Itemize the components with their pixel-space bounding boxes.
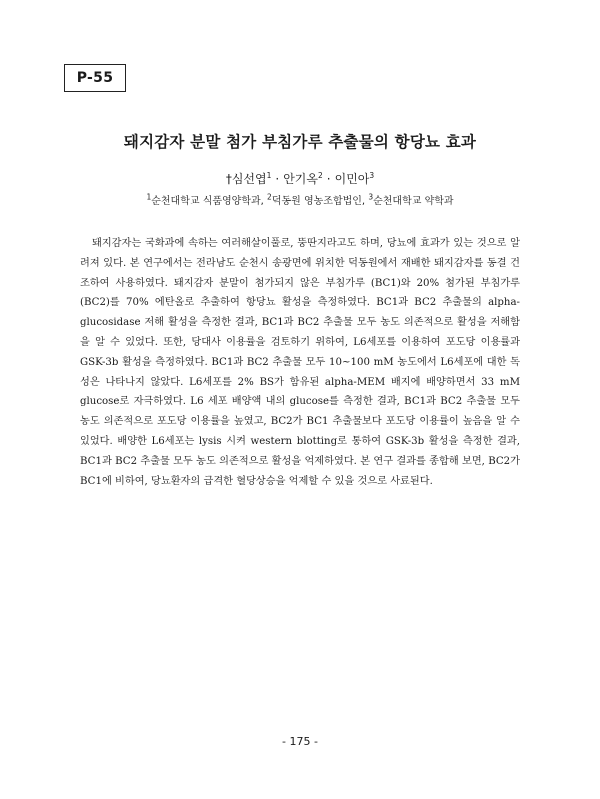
affiliation-line (0, 192, 600, 207)
abstract-body: 돼지감자는 국화과에 속하는 여러해살이풀로, 뚱딴지라고도 하며, 당뇨에 효과가 있는 것으로 알려져 있다. 본 연구에서는 전라남도 순천시 송광면에 위치한 덕동원에서 재배한 돼지감자를 동결 건조하여 사용하였다. 돼지감자 분말이 첨가되지 않은 부침가루 (BC1)와 20% 첨가된 부침가루(BC2)를 70% 에탄올로 추출하여 항당뇨 활성을 측정하였다. BC1과 BC2 추출물의 alpha-glucosidase 저해 활성을 측정한 결과, BC1과 BC2 추출물 모두 농도 의존적으로 활성을 저해함을 알 수 있었다. 또한, 당대사 이용률을 검토하기 위하여, L6세포를 이용하여 포도당 이용률과 GSK-3b 활성을 측정하였다. BC1과 BC2 추출물 모두 10~100 mM 농도에서 L6세포에 대한 독성은 나타나지 않았다. L6세포를 2% BS가 함유된 alpha-MEM 배지에 배양하면서 33 mM glucose로 자극하였다. L6 세포 배양액 내의 glucose를 측정한 결과, BC1과 BC2 추출물 모두 농도 의존적으로 포도당 이용률을 높였고, BC2가 BC1 추출물보다 포도당 이용률이 높음을 알 수 있었다. 배양한 L6세포는 lysis 시켜 western blotting로 통하여 GSK-3b 활성을 측정한 결과, BC1과 BC2 추출물 모두 농도 의존적으로 활성을 억제하였다. 본 연구 결과를 종합해 보면, BC2가 BC1에 비하여, 당뇨환자의 급격한 혈당상승을 억제할 수 있을 것으로 사료된다. (80, 238, 520, 487)
affiliation-marker: 2 (267, 192, 272, 202)
author-name: 심선엽 (231, 172, 267, 186)
author-3 (335, 172, 375, 186)
affiliation-1: 순천대학교 식품영양학과, (151, 196, 264, 207)
author-1 (226, 172, 272, 186)
author-name: 안기옥 (283, 172, 318, 186)
author-line (0, 170, 600, 187)
corresponding-mark: † (225, 172, 232, 186)
paper-title: 돼지감자 분말 첨가 부침가루 추출물의 항당뇨 효과 (123, 133, 477, 151)
affiliation-marker: 3 (369, 171, 375, 180)
affiliation-marker: 3 (368, 192, 374, 202)
affiliation-marker: 1 (266, 171, 272, 180)
poster-number-badge: P-55 (64, 64, 126, 92)
affiliation-2: 덕동원 영농조합법인, (271, 196, 366, 207)
author-name: 이민아 (334, 172, 370, 186)
author-2 (283, 172, 323, 186)
author-separator: · (326, 172, 331, 186)
affiliation-3: 순천대학교 약학과 (373, 196, 454, 207)
page-number: - 175 - (282, 735, 318, 748)
affiliation-marker: 2 (318, 171, 323, 180)
author-separator: · (275, 172, 280, 186)
affiliation-marker: 1 (146, 192, 152, 202)
